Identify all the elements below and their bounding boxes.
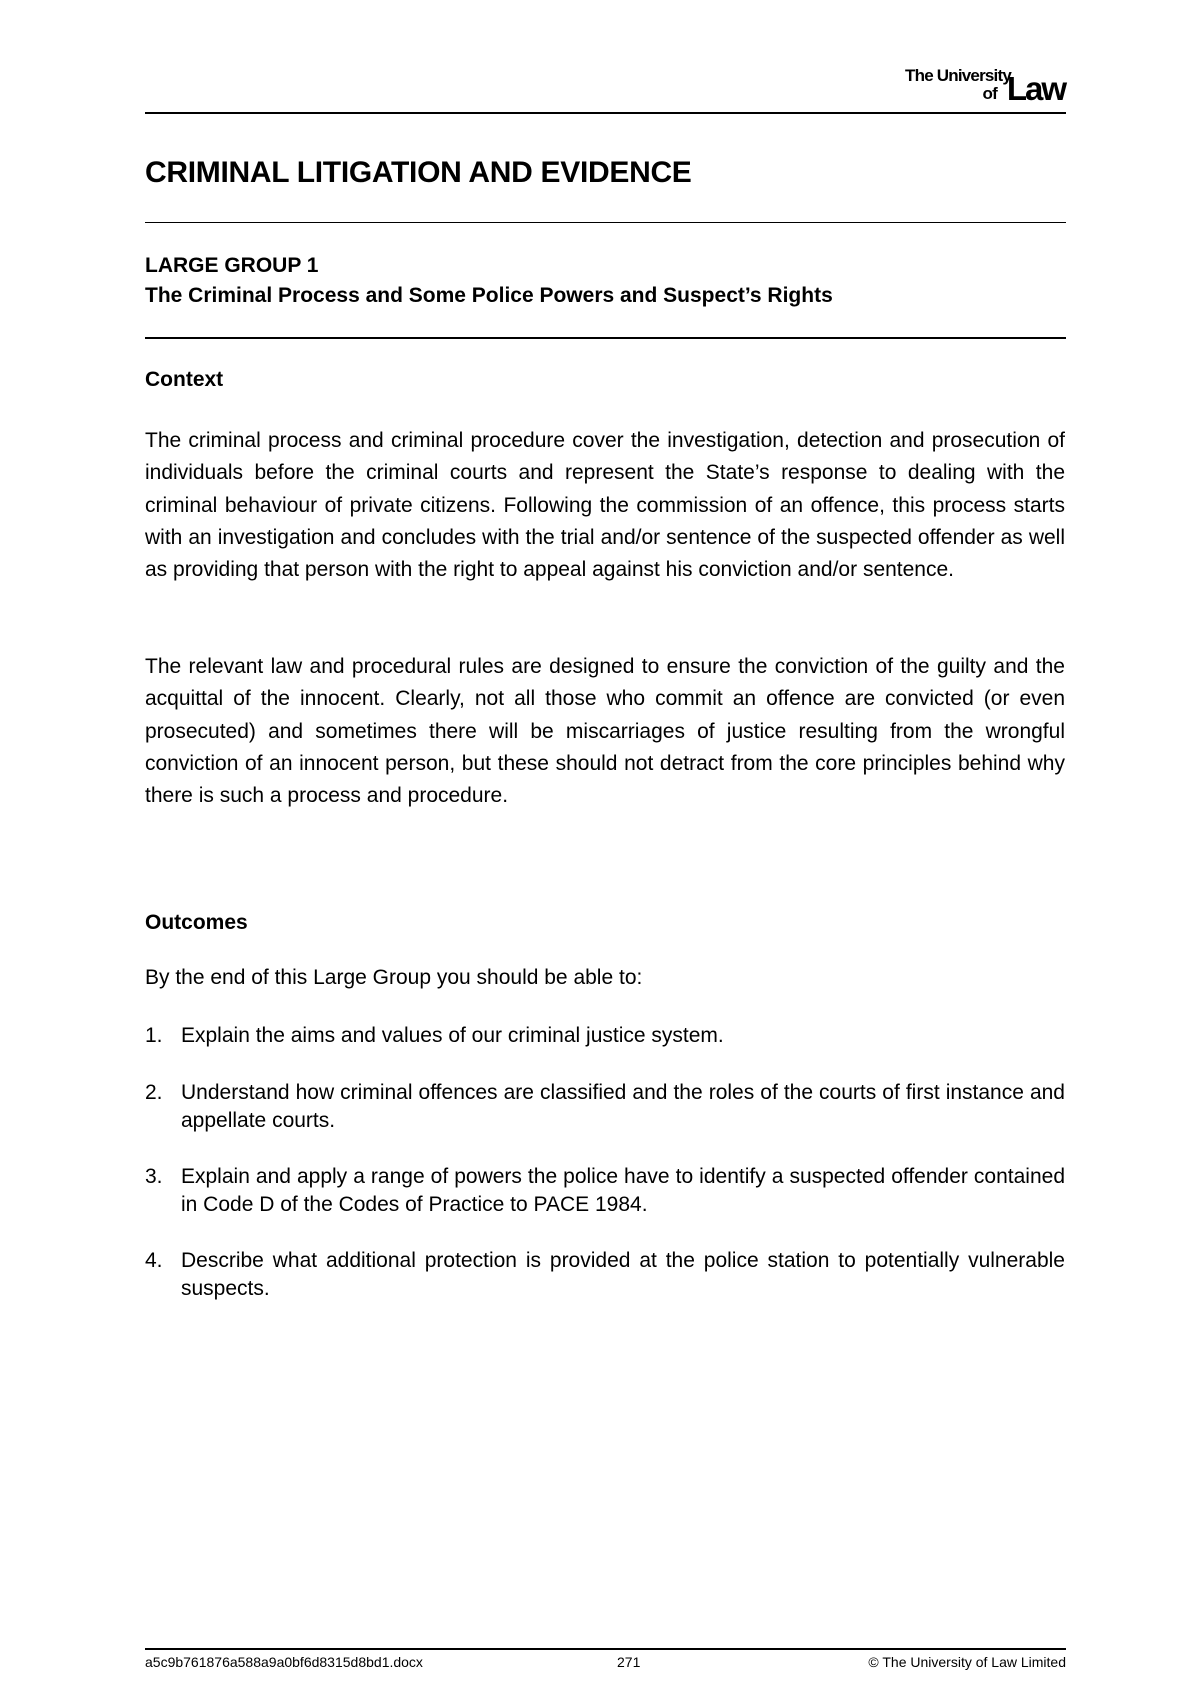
outcome-item [145, 1022, 1065, 1050]
title-rule [145, 222, 1066, 223]
context-paragraph-1: The criminal process and criminal procedure cover the investigation, detection and prosecution of individuals before the criminal courts and represent the State’s response to dealing with the criminal behaviour of private citizens. Following the commission of an offence, this process starts with an investigation and concludes with the trial and/or sentence of the suspected offender as well as providing that person with the right to appeal against his conviction and/or sentence. [145, 429, 1065, 582]
group-label: LARGE GROUP 1 [145, 254, 319, 277]
outcome-item [145, 1247, 1065, 1303]
outcomes-intro: By the end of this Large Group you should be able to: [145, 966, 643, 989]
outcome-number: 1. [145, 1024, 163, 1047]
page-title: CRIMINAL LITIGATION AND EVIDENCE [145, 156, 692, 189]
university-of-law-logo [845, 66, 1065, 106]
footer-rule [145, 1648, 1066, 1650]
subtitle-rule [145, 337, 1066, 339]
footer-filename: a5c9b761876a588a9a0bf6d8315d8bd1.docx [145, 1654, 423, 1670]
outcome-number: 3. [145, 1165, 163, 1188]
context-heading: Context [145, 368, 224, 391]
outcome-item [145, 1163, 1065, 1219]
logo-line-2: of [982, 84, 997, 103]
outcome-number: 2. [145, 1081, 163, 1104]
footer-copyright: © The University of Law Limited [868, 1654, 1066, 1670]
outcomes-heading: Outcomes [145, 911, 248, 934]
footer-page-number: 271 [617, 1654, 641, 1670]
page-subtitle: The Criminal Process and Some Police Powers and Suspect’s Rights [145, 284, 833, 307]
context-paragraph-2: The relevant law and procedural rules are designed to ensure the conviction of the guilty and the acquittal of the innocent. Clearly, not all those who commit an offence are convicted (or even prosecuted) and sometimes there will be miscarriages of justice resulting from the wrongful conviction of an innocent person, but these should not detract from the core principles behind why there is such a process and procedure. [145, 655, 1065, 808]
page-footer [145, 1654, 1066, 1674]
outcome-number: 4. [145, 1249, 163, 1272]
outcome-text: Explain and apply a range of powers the police have to identify a suspected offender contained in Code D of the Codes of Practice to PACE 1984. [181, 1165, 1065, 1216]
outcome-item [145, 1079, 1065, 1135]
outcome-text: Describe what additional protection is provided at the police station to potentially vulnerable suspects. [181, 1249, 1065, 1300]
logo-line-1: The University [905, 66, 1011, 85]
outcome-text: Understand how criminal offences are classified and the roles of the courts of first instance and appellate courts. [181, 1081, 1065, 1132]
header-rule [145, 112, 1066, 114]
outcome-text: Explain the aims and values of our criminal justice system. [181, 1024, 724, 1047]
logo-line-3: Law [1006, 70, 1065, 107]
